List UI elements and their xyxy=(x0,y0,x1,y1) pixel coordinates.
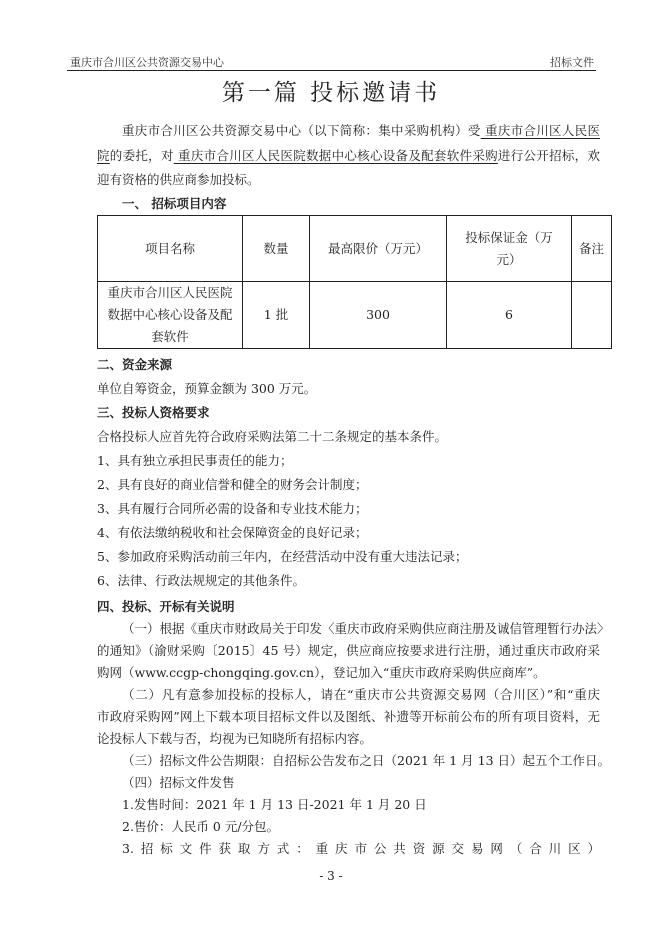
funding-text: 单位自筹资金，预算金额为 300 万元。 xyxy=(97,381,317,396)
s4-line: （三）招标文件公告期限：自招标公告发布之日（2021 年 1 月 13 日）起五个工作日。 xyxy=(122,753,611,768)
qualification-item: 6、法律、行政法规规定的其他条件。 xyxy=(97,573,305,588)
purchaser: 重庆市合川区人民医 xyxy=(480,123,600,138)
section-1-heading: 一、 招标项目内容 xyxy=(122,196,227,211)
qualification-item: 1、具有独立承担民事责任的能力； xyxy=(97,453,293,468)
table-row xyxy=(98,282,612,349)
cell-name: 重庆市合川区人民医院数据中心核心设备及配套软件 xyxy=(98,282,243,349)
header-left: 重庆市合川区公共资源交易中心 xyxy=(70,56,224,69)
text: 重庆市合川区公共资源交易中心（以下简称：集中采购机构）受 xyxy=(122,123,481,138)
project-name: 重庆市合川区人民医院数据中心核心设备及配套软件采购 xyxy=(173,148,498,163)
s4-line: （一）根据《重庆市财政局关于印发〈重庆市政府采购供应商注册及诚信管理暂行办法〉 xyxy=(122,621,610,636)
cell-qty: 1 批 xyxy=(243,282,310,349)
qualification-intro: 合格投标人应首先符合政府采购法第二十二条规定的基本条件。 xyxy=(97,429,448,444)
s4-line: 的通知》（渝财采购〔2015〕45 号）规定，供应商应按要求进行注册，通过重庆市政府采 xyxy=(97,643,600,658)
page-number: - 3 - xyxy=(319,869,343,883)
qualification-item: 4、有依法缴纳税收和社会保障资金的良好记录； xyxy=(97,525,368,540)
s4-line: 市政府采购网”网上下载本项目招标文件以及图纸、补遗等开标前公布的所有项目资料，无 xyxy=(97,709,600,724)
s4-line: 2.售价：人民币 0 元/分包。 xyxy=(122,819,280,834)
intro-line-2 xyxy=(97,147,600,165)
section-2-heading: 二、资金来源 xyxy=(97,357,173,372)
s4-line: 1.发售时间：2021 年 1 月 13 日-2021 年 1 月 20 日 xyxy=(122,797,427,812)
table-header-row xyxy=(98,216,612,282)
text: 的委托，对 xyxy=(109,148,174,163)
section-4-heading: 四、投标、开标有关说明 xyxy=(97,599,235,614)
th-max-price: 最高限价（万元） xyxy=(310,216,447,282)
s4-line: 购网（www.ccgp-chongqing.gov.cn），登记加入“重庆市政府采购供应商库”。 xyxy=(97,665,546,680)
th-name: 项目名称 xyxy=(98,216,243,282)
cell-remark xyxy=(572,282,612,349)
cell-max-price: 300 xyxy=(310,282,447,349)
header-rule xyxy=(67,70,596,71)
project-table xyxy=(97,215,612,349)
cell-deposit: 6 xyxy=(447,282,572,349)
th-deposit: 投标保证金（万元） xyxy=(447,216,572,282)
intro-line-3: 迎有资格的供应商参加投标。 xyxy=(97,172,260,187)
s4-line: 论投标人下载与否，均视为已知晓所有招标内容。 xyxy=(97,731,373,746)
qualification-item: 3、具有履行合同所必需的设备和专业技术能力； xyxy=(97,501,368,516)
header-right: 招标文件 xyxy=(550,56,594,69)
text: 进行公开招标，欢 xyxy=(497,148,600,163)
page-title: 第一篇 投标邀请书 xyxy=(221,80,441,106)
th-qty: 数量 xyxy=(243,216,310,282)
th-remark: 备注 xyxy=(572,216,612,282)
s4-line: 3.招标文件获取方式：重庆市公共资源交易网（合川区） xyxy=(122,841,600,856)
purchaser-cont: 院 xyxy=(97,148,110,163)
s4-line: （二）凡有意参加投标的投标人，请在“重庆市公共资源交易网（合川区）”和“重庆 xyxy=(122,687,600,702)
qualification-item: 2、具有良好的商业信誉和健全的财务会计制度； xyxy=(97,477,368,492)
intro-line-1 xyxy=(122,122,600,140)
qualification-item: 5、参加政府采购活动前三年内，在经营活动中没有重大违法记录； xyxy=(97,549,468,564)
section-3-heading: 三、投标人资格要求 xyxy=(97,405,210,420)
s4-line: （四）招标文件发售 xyxy=(122,775,235,790)
